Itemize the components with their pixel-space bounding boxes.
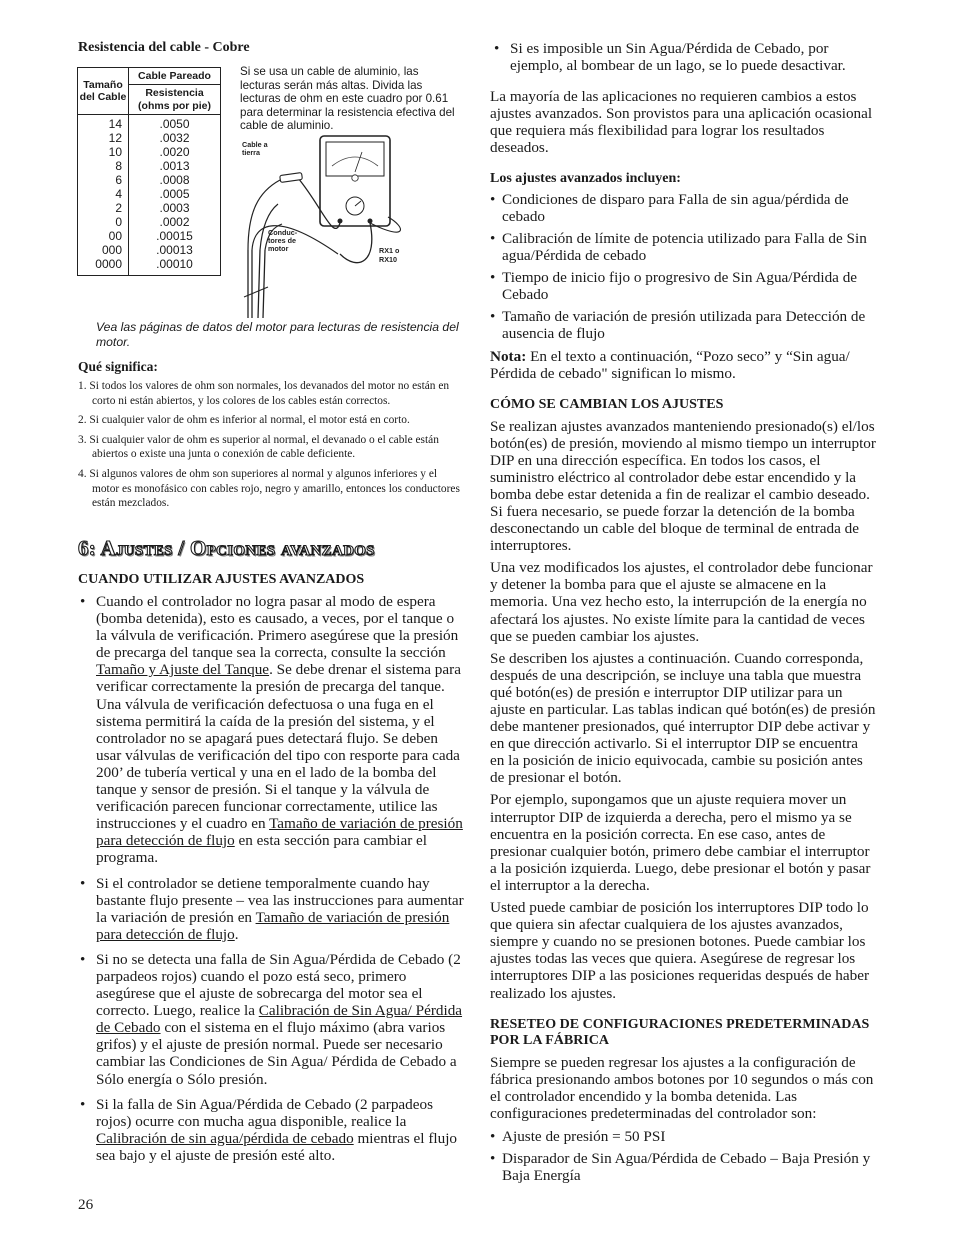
list-item: • Calibración de límite de potencia utilizado para Falla de Sin agua/Pérdida de cebado [490,230,876,264]
how-heading: CÓMO SE CAMBIAN LOS AJUSTES [490,396,724,412]
table-cell: 14 [108,117,122,131]
table-cell: 8 [115,159,122,173]
table-cell: 2 [115,201,122,215]
paragraph: Una vez modificados los ajustes, el controlador debe funcionar y detener la bomba para que el ajuste se almacene en la memoria. Una vez hecho esto, la interrupción de la energía no afectará los ajustes. No existe límite para la cantidad de veces que se pueden cambiar los ajustes. [490,559,873,645]
section-title: 6: Ajustes / Opciones avanzados [78,536,375,560]
table-size-column [78,115,129,276]
paragraph: Se describen los ajustes a continuación. Cuando corresponda, después de una descripción, se incluye una tabla que muestra qué botón(es) de presión e interruptor DIP utilizar para un ajuste en particular. Las tablas indican qué botón(es) de presión debe mantener presionados, qué interruptor DIP debe activar y en que dirección activarlo. Si el interruptor DIP se encuentra en la posición de inicio equivocada, cambie su posición antes de presionar el botón. [490,649,876,787]
table-cell: .0032 [159,131,190,145]
reset-paragraph: Siempre se pueden regresar los ajustes a la configuración de fábrica presionando ambos botones por 10 segundos o más con el controlador encendido y la bomba detenida. Las configuraciones predeterminadas del controlador son: [490,1053,874,1122]
reset-heading: RESETEO DE CONFIGURACIONES PREDETERMINADAS POR LA FÁBRICA [490,1016,870,1048]
table-cell: .0008 [159,173,190,187]
list-item: 1. Si todos los valores de ohm son normales, los devanados del motor no están en corto ni están abiertos, y los colores de los cables están correctos. [78,380,450,407]
table-cell: 12 [108,131,122,145]
advanced-heading: Los ajustes avanzados incluyen: [490,170,681,186]
right-column [490,40,876,1189]
meaning-section [78,359,464,516]
table-cell: .0050 [159,117,190,131]
list-item: • Si no se detecta una falla de Sin Agua/Pérdida de Cebado (2 parpadeos rojos) cuando el pozo está seco, primero asegúrese que el ajuste de sobrecarga del motor sea el correcto. Luego, realice la Calibración de Sin Agua/ Pérdida de Cebado con el sistema en el flujo máximo (abra varios grifos) y el ajuste de presión normal. Puede ser necesario cambiar las Condiciones de Sin Agua/ Pérdida de Cebado a Sólo energía o Sólo presión. [80,951,464,1088]
list-item: • Cuando el controlador no logra pasar al modo de espera (bomba detenida), esto es causado, a veces, por el tanque o la válvula de verificación. Primero asegúrese que la presión de precarga del tanque sea la correcta, consulte la sección Tamaño y Ajuste del Tanque. Se debe drenar el sistema para verificar correctamente la presión de precarga del tanque. Una válvula de verificación defectuosa o una fuga en el sistema permitirá la caída de la presión del sistema, y el controlador no se apagará pues detectará flujo. Se deben usar válvulas de verificación del tipo con resporte para cada 200’ de tubería vertical y una en el lado de la bomba del tanque y sensor de presión. Si el tanque y la válvula de verificación parecen funcionar correctamente, utilice las instrucciones y el cuadro en Tamaño de variación de presión para detección de flujo en esta sección para cambiar el programa. [80,593,464,867]
table-cell: 000 [101,243,122,257]
motor-leads-label: Conduc-tores de motor [268,228,298,253]
table-cell: 10 [108,145,122,159]
table-header-resistance: Resistencia (ohms por pie) [129,85,221,115]
table-cell: .0002 [159,215,190,229]
list-item: • Tiempo de inicio fijo o progresivo de Sin Agua/Pérdida de Cebado [490,269,876,303]
table-cell: .00015 [156,229,193,243]
cable-resistance-table [77,67,221,276]
list-item: 2. Si cualquier valor de ohm es inferior al normal, el motor está en corto. [78,414,410,427]
link-tank-size[interactable]: Tamaño y Ajuste del Tanque [96,661,270,679]
list-item: 3. Si cualquier valor de ohm es superior al normal, el devanado o el cable están abiertos o existe una junta o conexión de cable deficiente. [78,433,439,461]
link-dry-well-calibration[interactable]: Calibración de Sin Agua/ Pérdida de Cebado [96,1002,463,1037]
left-column [78,40,464,56]
note-paragraph: Nota: En el texto a continuación, “Pozo seco” y “Sin agua/ Pérdida de cebado" significan lo mismo. [490,348,850,383]
list-item: • Si la falla de Sin Agua/Pérdida de Cebado (2 parpadeos rojos) ocurre con mucha agua disponible, realice la Calibración de sin agua/pérdida de cebado mientras el flujo sea bajo y el ajuste de presión esté alto. [80,1096,464,1164]
ohmmeter-diagram [238,132,468,318]
intro-paragraph: La mayoría de las aplicaciones no requieren cambios a estos ajustes avanzados. Son provistos para una aplicación ocasional que requiera más flexibilidad para lograr los resultados deseados. [490,88,873,157]
meaning-heading: Qué significa: [78,359,158,374]
table-ohms-column [129,115,221,276]
motor-data-note: Vea las páginas de datos del motor para lecturas de resistencia del motor. [96,320,459,349]
table-header-size: Tamaño del Cable [78,68,129,115]
table-cell: .0020 [159,145,190,159]
table-cell: 0 [115,215,122,229]
table-cell: .0003 [159,201,190,215]
link-pressure-variation[interactable]: Tamaño de variación de presión para detección de flujo [96,815,463,850]
list-item: • Si es imposible un Sin Agua/Pérdida de Cebado, por ejemplo, al bombear de un lago, se lo puede desactivar. [494,40,876,74]
paragraph: Usted puede cambiar de posición los interruptores DIP todo lo que quiera sin afectar cualquiera de los ajustes avanzados, siempre y cuando no se presionen botones. Puede cambiar los ajustes todas las veces que quiera. Asegúrese de regresar los interruptores DIP a las posiciones requeridas después de haber realizado los ajustes. [490,899,870,1002]
table-cell: 0000 [95,257,122,271]
table-cell: 00 [108,229,122,243]
table-cell: 6 [115,173,122,187]
table-cell: .0013 [159,159,190,173]
list-item: • Tamaño de variación de presión utilizada para Detección de ausencia de flujo [490,308,876,342]
table-cell: .00010 [156,257,193,271]
list-item: • Condiciones de disparo para Falla de sin agua/pérdida de cebado [490,191,876,225]
paragraph: Se realizan ajustes avanzados manteniendo presionado(s) el/los botón(es) de presión, moviendo al mismo tiempo un interruptor DIP en una dirección específica. En todos los casos, el suministro eléctrico al controlador debe estar encendido y la bomba debe estar detenida a fin de realizar el cambio deseado. Si fuera necesario, se puede forzar la detención de la bomba desconectando un cable del bloque de terminal de entrada de interruptores. [490,417,876,555]
page-number: 26 [78,1196,94,1213]
when-heading: CUANDO UTILIZAR AJUSTES AVANZADOS [78,572,365,587]
list-item: • Disparador de Sin Agua/Pérdida de Cebado – Baja Presión y Baja Energía [490,1150,876,1184]
range-label: RX1 o RX10 [379,246,400,264]
adjust-knob-icon [352,175,358,181]
table-cell: 4 [115,187,122,201]
list-item: • Ajuste de presión = 50 PSI [490,1128,876,1145]
link-dry-well-calibration-2[interactable]: Calibración de sin agua/pérdida de cebado [96,1129,354,1147]
list-item: • Si el controlador se detiene temporalmente cuando hay bastante flujo presente – vea las instrucciones para aumentar la variación de presión en Tamaño de variación de presión para detección de flujo. [80,875,464,943]
link-pressure-variation-2[interactable]: Tamaño de variación de presión para detección de flujo [96,908,450,943]
paragraph: Por ejemplo, supongamos que un ajuste requiera mover un interruptor DIP de izquierda a derecha, pero el mismo ya se encuentra en la posición correcta. En ese caso, antes de presionar cualquier botón, primero debe cambiar el interruptor a la posición izquierda. Luego, debe presionar el botón y pasar el interruptor a la derecha. [490,791,871,894]
ground-cable-label: Cable a tierra [242,140,268,157]
list-item: 4. Si algunos valores de ohm son superiores al normal y algunos inferiores y el motor es monofásico con cables rojo, negro y amarillo, entonces los conductores están mezclados. [78,467,460,510]
table-header-paired: Cable Pareado [129,68,221,85]
table-cell: .00013 [156,243,193,257]
cable-table-heading: Resistencia del cable - Cobre [78,40,250,55]
table-cell: .0005 [159,187,190,201]
aluminum-note: Si se usa un cable de aluminio, las lecturas serán más altas. Divida las lecturas de ohm en este cuadro por 0.61 para determinar la resistencia efectiva del cable de aluminio. [240,65,455,133]
when-section [78,572,464,1172]
